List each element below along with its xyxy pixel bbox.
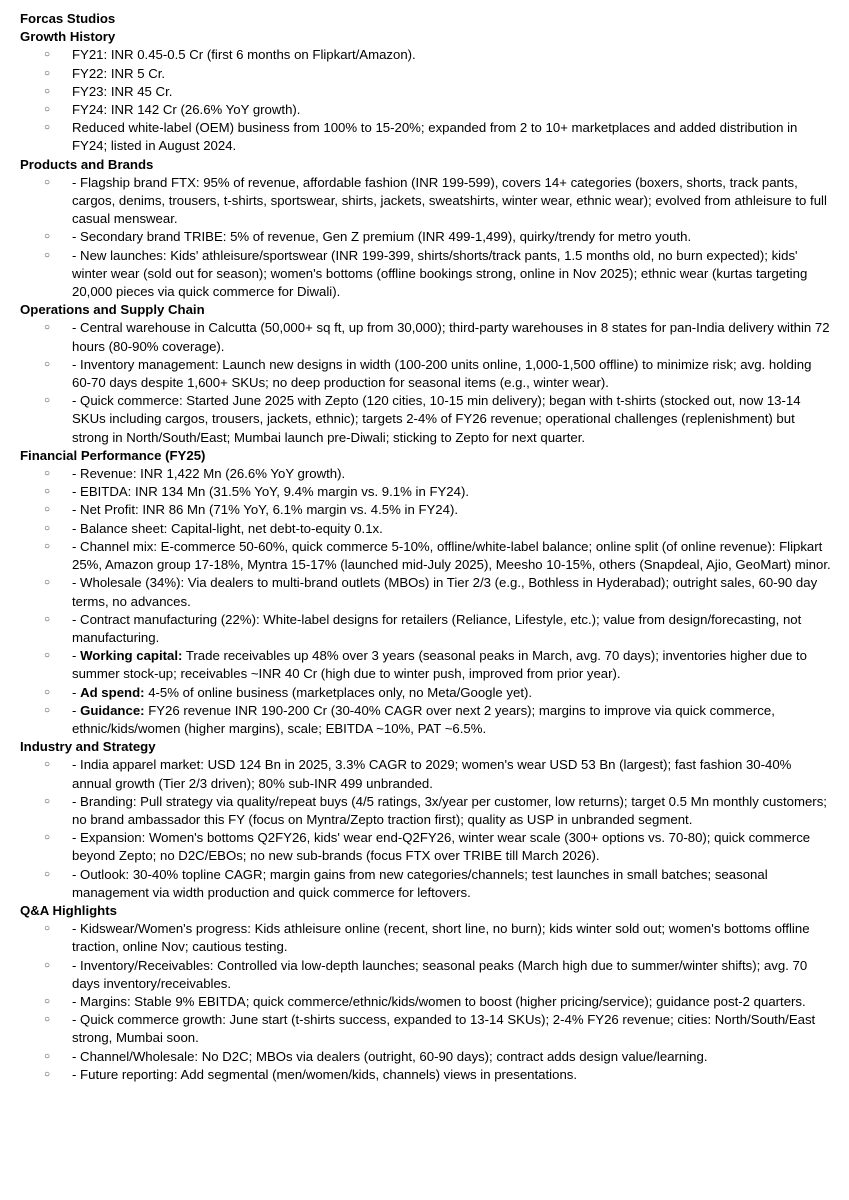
bullet-circle-icon — [44, 119, 64, 137]
item-text: - Outlook: 30-40% topline CAGR; margin gains from new categories/channels; test launches in small batches; seasonal management via width production and quick commerce for leftovers. — [72, 866, 768, 900]
item-text: - Kidswear/Women's progress: Kids athleisure online (recent, short line, no burn); kids winter sold out; women's bottoms offline traction, online Nov; cautious testing. — [72, 921, 810, 955]
list-item — [20, 101, 837, 119]
bullet-list — [20, 756, 837, 902]
list-item — [20, 247, 837, 302]
list-item — [20, 483, 837, 501]
list-item — [20, 501, 837, 519]
item-text: - Revenue: INR 1,422 Mn (26.6% YoY growth). — [72, 466, 346, 482]
item-bold-label: Ad spend: — [80, 684, 145, 700]
bullet-circle-icon — [44, 647, 64, 665]
list-item — [20, 83, 837, 101]
bullet-circle-icon — [44, 993, 64, 1011]
item-text: FY26 revenue INR 190-200 Cr (30-40% CAGR over next 2 years); margins to improve via quick commerce, ethnic/kids/women (higher margins), scale; EBITDA ~10%, PAT ~6.5%. — [72, 702, 775, 736]
section-heading: Q&A Highlights — [20, 902, 117, 918]
item-text: - Wholesale (34%): Via dealers to multi-brand outlets (MBOs) in Tier 2/3 (e.g., Bothless in Hyderabad); outright sales, 60-90 day terms, no advances. — [72, 575, 818, 609]
item-text: - Inventory management: Launch new designs in width (100-200 units online, 1,000-1,500 offline) to minimize risk; avg. holding 60-70 days despite 1,600+ SKUs; no deep production for seasonal items (e.g., winter wear). — [72, 356, 812, 391]
item-prefix: - — [72, 648, 81, 664]
list-item — [20, 1048, 837, 1066]
bullet-circle-icon — [44, 1048, 64, 1066]
list-item — [20, 574, 837, 610]
bullet-circle-icon — [44, 684, 64, 702]
document-body — [20, 28, 837, 1084]
list-item — [20, 756, 837, 792]
list-item — [20, 702, 837, 738]
list-item — [20, 957, 837, 993]
bullet-circle-icon — [44, 356, 64, 374]
list-item — [20, 538, 837, 574]
item-text: - Flagship brand FTX: 95% of revenue, affordable fashion (INR 199-599), covers 14+ categories (boxers, shorts, track pants, cargos, denims, trousers, t-shirts, sportswear, shirts, jackets, sweatshirts, winter wear, ethnic wear); evolved from athleisure to full casual menswear. — [72, 174, 827, 227]
item-text: - Contract manufacturing (22%): White-label designs for retailers (Reliance, Lifestyle, etc.); value from design/forecasting, not manufacturing. — [72, 611, 802, 645]
bullet-circle-icon — [44, 538, 64, 556]
list-item — [20, 520, 837, 538]
list-item — [20, 993, 837, 1011]
list-item — [20, 174, 837, 229]
section-heading: Operations and Supply Chain — [20, 302, 205, 318]
bullet-list — [20, 465, 837, 738]
item-text: - Future reporting: Add segmental (men/women/kids, channels) views in presentations. — [72, 1066, 578, 1082]
item-text: - Margins: Stable 9% EBITDA; quick commerce/ethnic/kids/women to boost (higher pricing/service); guidance post-2 quarters. — [72, 993, 806, 1009]
list-item — [20, 65, 837, 83]
list-item — [20, 684, 837, 702]
item-bold-label: Guidance: — [80, 702, 145, 718]
bullet-circle-icon — [44, 501, 64, 519]
list-item — [20, 866, 837, 902]
bullet-list — [20, 174, 837, 301]
bullet-list — [20, 319, 837, 446]
item-bold-label: Working capital: — [80, 648, 183, 664]
bullet-circle-icon — [44, 465, 64, 483]
section-heading: Industry and Strategy — [20, 739, 156, 755]
bullet-circle-icon — [44, 611, 64, 629]
bullet-circle-icon — [44, 520, 64, 538]
bullet-circle-icon — [44, 101, 64, 119]
item-text: FY21: INR 0.45-0.5 Cr (first 6 months on Flipkart/Amazon). — [72, 47, 416, 63]
bullet-circle-icon — [44, 793, 64, 811]
bullet-list — [20, 46, 837, 155]
bullet-circle-icon — [44, 174, 64, 192]
list-item — [20, 611, 837, 647]
list-item — [20, 119, 837, 155]
bullet-circle-icon — [44, 829, 64, 847]
item-text: FY23: INR 45 Cr. — [72, 83, 173, 99]
list-item — [20, 1066, 837, 1084]
bullet-circle-icon — [44, 319, 64, 337]
item-text: - New launches: Kids' athleisure/sportswear (INR 199-399, shirts/shorts/track pants, 1.5 months old, no burn expected); kids' winter wear (sold out for season); women's bottoms (offline bookings strong, online in Nov 2025); ethnic wear (kurtas targeting 20,000 pieces via quick commerce for Diwali). — [72, 247, 808, 300]
item-text: FY22: INR 5 Cr. — [72, 65, 166, 81]
list-item — [20, 793, 837, 829]
list-item — [20, 46, 837, 64]
bullet-circle-icon — [44, 1011, 64, 1029]
bullet-circle-icon — [44, 392, 64, 410]
bullet-circle-icon — [44, 702, 64, 720]
bullet-circle-icon — [44, 46, 64, 64]
item-text: - Net Profit: INR 86 Mn (71% YoY, 6.1% margin vs. 4.5% in FY24). — [72, 502, 459, 518]
item-text: - Secondary brand TRIBE: 5% of revenue, Gen Z premium (INR 499-1,499), quirky/trendy for metro youth. — [72, 229, 692, 245]
list-item — [20, 920, 837, 956]
item-text: - Quick commerce growth: June start (t-shirts success, expanded to 13-14 SKUs); 2-4% FY26 revenue; cities: North/South/East strong, Mumbai soon. — [72, 1012, 816, 1046]
bullet-circle-icon — [44, 756, 64, 774]
item-text: - Branding: Pull strategy via quality/repeat buys (4/5 ratings, 3x/year per customer, low returns); target 0.5 Mn monthly customers; no brand ambassador this FY (focus on Myntra/Zepto traction first); quality as USP in unbranded segment. — [72, 793, 827, 827]
list-item — [20, 228, 837, 246]
bullet-circle-icon — [44, 83, 64, 101]
list-item — [20, 465, 837, 483]
item-text: - Channel mix: E-commerce 50-60%, quick commerce 5-10%, offline/white-label balance; online split (of online revenue): Flipkart 25%, Amazon group 17-18%, Myntra 15-17% (launched mid-July 2025), Meesho 10-15%, others (Snapdeal, Ajio, GeoMart) minor. — [72, 538, 831, 573]
item-text: - Expansion: Women's bottoms Q2FY26, kids' wear end-Q2FY26, winter wear scale (300+ options vs. 70-80); quick commerce beyond Zepto; no D2C/EBOs; no new sub-brands (focus FTX over TRIBE till March 2026). — [72, 830, 811, 864]
bullet-list — [20, 920, 837, 1084]
item-prefix: - — [72, 684, 81, 700]
list-item — [20, 392, 837, 447]
bullet-circle-icon — [44, 574, 64, 592]
list-item — [20, 829, 837, 865]
bullet-circle-icon — [44, 65, 64, 83]
item-text: Trade receivables up 48% over 3 years (seasonal peaks in March, avg. 70 days); inventories higher due to summer stock-up; receivables ~INR 40 Cr (high due to winter push, improved from prior year). — [72, 648, 807, 682]
document-title: Forcas Studios — [20, 11, 116, 26]
item-prefix: - — [72, 702, 81, 718]
list-item — [20, 647, 837, 683]
list-item — [20, 1011, 837, 1047]
bullet-circle-icon — [44, 957, 64, 975]
item-text: 4-5% of online business (marketplaces only, no Meta/Google yet). — [144, 684, 533, 700]
item-text: - India apparel market: USD 124 Bn in 2025, 3.3% CAGR to 2029; women's wear USD 53 Bn (largest); fast fashion 30-40% annual growth (Tier 2/3 driven); 80% sub-INR 499 unbranded. — [72, 757, 792, 791]
bullet-circle-icon — [44, 228, 64, 246]
item-text: - EBITDA: INR 134 Mn (31.5% YoY, 9.4% margin vs. 9.1% in FY24). — [72, 484, 470, 500]
item-text: - Quick commerce: Started June 2025 with Zepto (120 cities, 10-15 min delivery); began with t-shirts (stocked out, now 13-14 SKUs including cargos, trousers, jackets, ethnic); targets 2-4% of FY26 revenue; operational challenges (replenishment) but strong in North/South/East; Mumbai launch pre-Diwali; sticking to Zepto for next quarter. — [72, 393, 801, 445]
bullet-circle-icon — [44, 483, 64, 501]
item-text: Reduced white-label (OEM) business from 100% to 15-20%; expanded from 2 to 10+ marketplaces and added distribution in FY24; listed in August 2024. — [72, 120, 798, 154]
item-text: - Balance sheet: Capital-light, net debt-to-equity 0.1x. — [72, 520, 383, 536]
section-heading: Products and Brands — [20, 156, 154, 172]
bullet-circle-icon — [44, 920, 64, 938]
item-text: - Central warehouse in Calcutta (50,000+ sq ft, up from 30,000); third-party warehouses in 8 states for pan-India delivery within 72 hours (80-90% coverage). — [72, 320, 830, 354]
section-heading: Financial Performance (FY25) — [20, 447, 206, 463]
item-text: - Inventory/Receivables: Controlled via low-depth launches; seasonal peaks (March high due to summer/winter shifts); avg. 70 days inventory/receivables. — [72, 957, 808, 991]
list-item — [20, 319, 837, 355]
bullet-circle-icon — [44, 866, 64, 884]
section-heading: Growth History — [20, 29, 116, 45]
bullet-circle-icon — [44, 1066, 64, 1084]
bullet-circle-icon — [44, 247, 64, 265]
list-item — [20, 356, 837, 392]
item-text: - Channel/Wholesale: No D2C; MBOs via dealers (outright, 60-90 days); contract adds design value/learning. — [72, 1048, 708, 1064]
item-text: FY24: INR 142 Cr (26.6% YoY growth). — [72, 102, 301, 118]
